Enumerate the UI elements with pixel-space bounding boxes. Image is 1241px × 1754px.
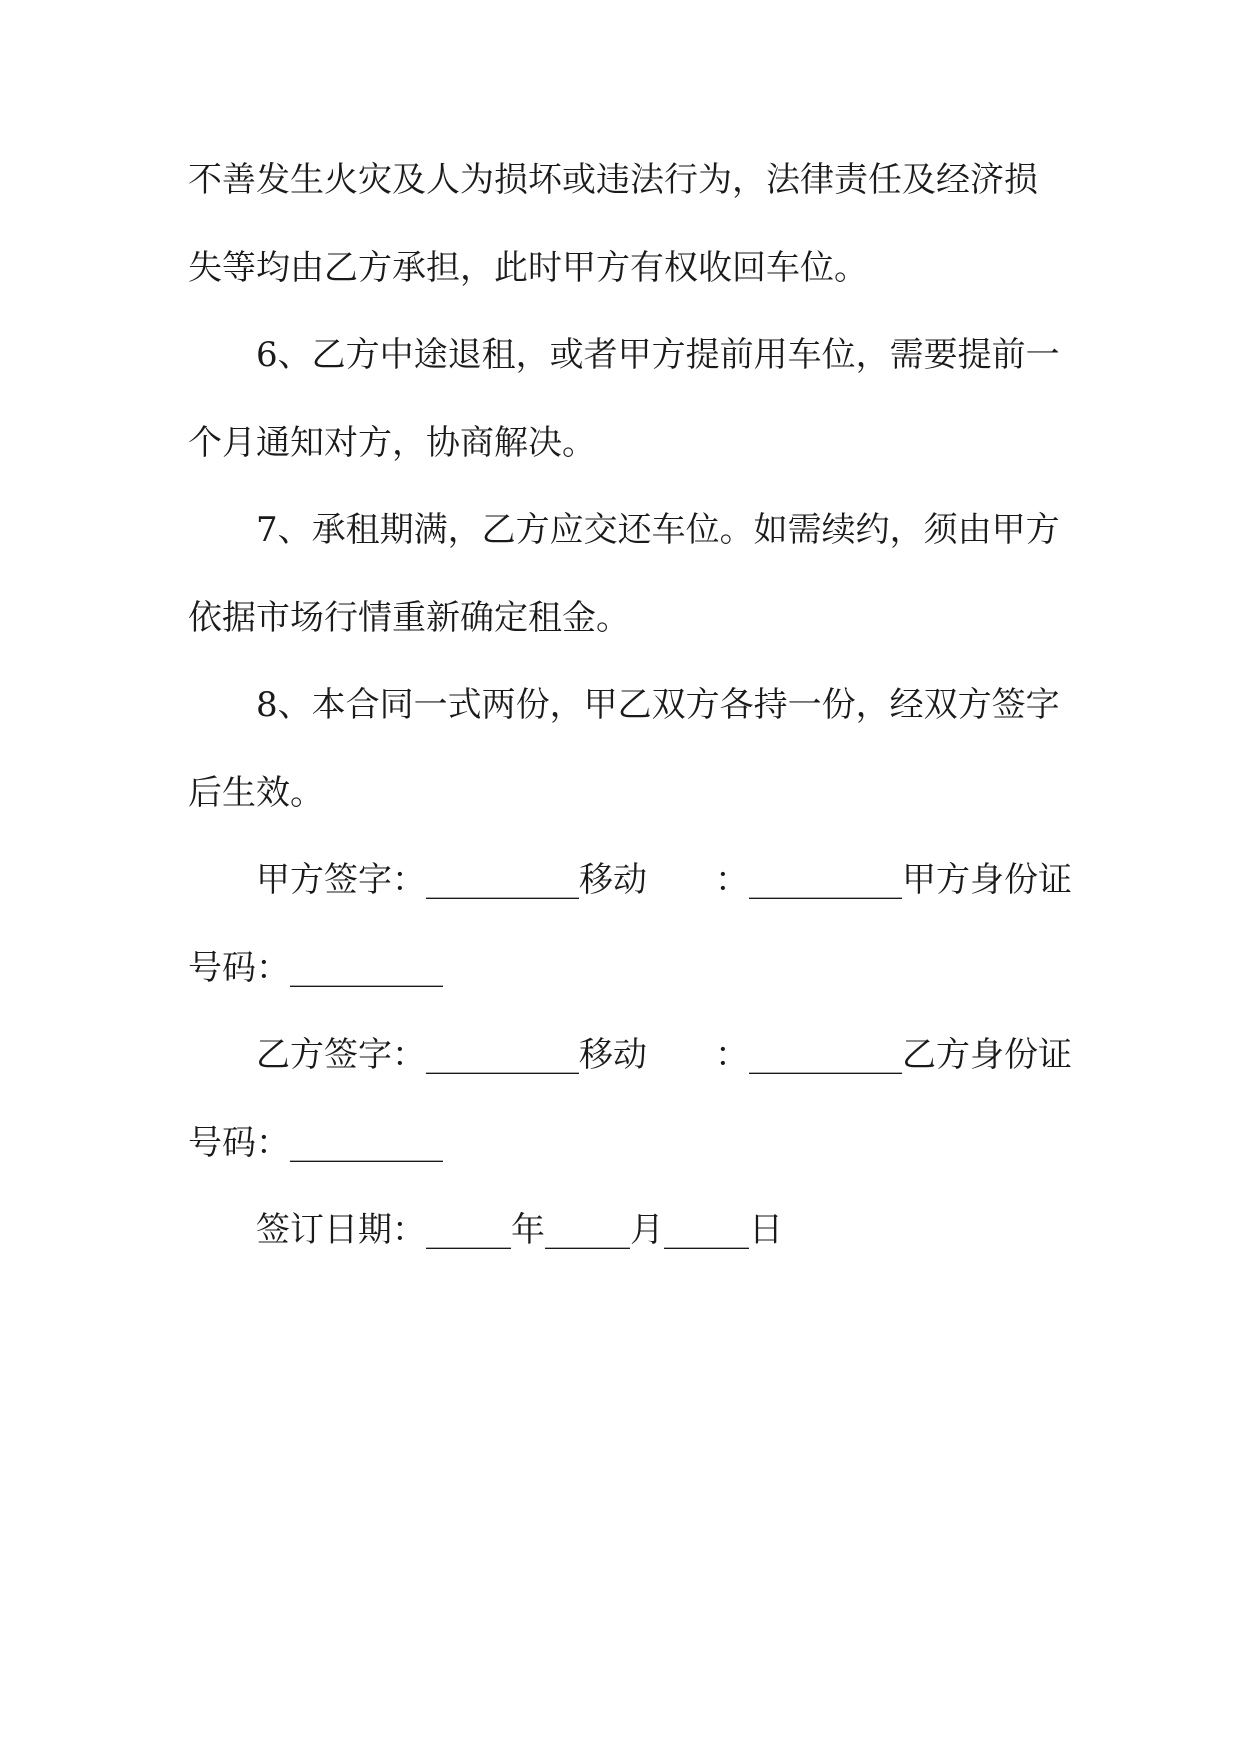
party-a-signature-line: 甲方签字：_________移动 ：_________甲方身份证 — [256, 860, 1072, 900]
party-b-signature-line: 乙方签字：_________移动 ：_________乙方身份证 — [256, 1035, 1072, 1075]
signing-date-line: 签订日期：_____年_____月_____日 — [256, 1210, 783, 1250]
paragraph-5-line-2: 失等均由乙方承担，此时甲方有权收回车位。 — [188, 248, 868, 288]
clause-6-line-2: 个月通知对方，协商解决。 — [188, 423, 596, 463]
clause-7-line-2: 依据市场行情重新确定租金。 — [188, 598, 630, 638]
party-a-id-line: 号码：_________ — [188, 948, 443, 988]
clause-6-line-1: 6、乙方中途退租，或者甲方提前用车位，需要提前一 — [256, 335, 1060, 375]
clause-8-line-2: 后生效。 — [188, 773, 324, 813]
party-b-id-line: 号码：_________ — [188, 1123, 443, 1163]
clause-7-line-1: 7、承租期满，乙方应交还车位。如需续约，须由甲方 — [256, 510, 1060, 550]
clause-8-line-1: 8、本合同一式两份，甲乙双方各持一份，经双方签字 — [256, 685, 1060, 725]
paragraph-5-line-1: 不善发生火灾及人为损坏或违法行为，法律责任及经济损 — [188, 160, 1038, 200]
